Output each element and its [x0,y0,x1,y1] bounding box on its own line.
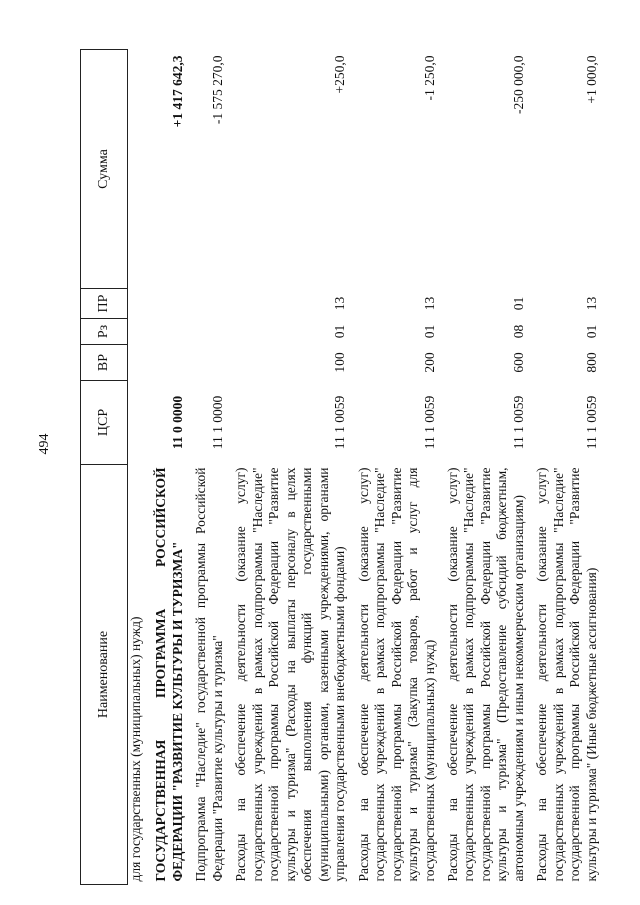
row-vr [150,345,190,381]
row-csr: 11 1 0000 [209,395,225,450]
row-csr: 11 1 0059 [583,395,599,450]
row-pr: 13 [583,296,599,311]
table-row [190,50,230,885]
header-rz: Рз [81,319,128,345]
header-vr: ВР [81,345,128,381]
row-pr [190,289,230,319]
row-name: Расходы на обеспечение деятельности (оказание услуг) государственных учреждений в рамках подпрограммы "Наследие" государственной программы Российской Федерации "Развитие культуры и туризма" (Предоставление субсидий бюджетным, автономным учреждениям и иным некоммерческим организациям) [444,467,526,882]
row-name: Расходы на обеспечение деятельности (оказание услуг) государственных учреждений в рамках подпрограммы "Наследие" государственной программы Российской Федерации "Развитие культуры и туризма" (Закупка товаров, работ и услуг для государственных (муниципальных) нужд) [355,467,437,882]
table-row [128,50,151,885]
row-pr [150,289,190,319]
row-name: Расходы на обеспечение деятельности (оказание услуг) государственных учреждений в рамках подпрограммы "Наследие" государственной программы Российской Федерации "Развитие культуры и туризма" (Расходы на выплаты персоналу в целях обеспечения выполнения функций государственными (муниципальными) органами, казенными учреждениями, органами управления государственными внебюджетными фондами) [233,467,348,882]
header-row [81,50,128,885]
row-name: для государственных (муниципальных) нужд) [128,616,143,882]
row-vr: 800 [583,352,599,373]
page-number: 494 [37,433,52,455]
row-pr [128,289,151,319]
table-row [531,50,604,885]
row-vr [190,345,230,381]
row-rz: 01 [332,324,348,339]
row-rz: 01 [583,324,599,339]
row-csr: 11 1 0059 [421,395,437,450]
rotated-page-content [80,50,620,885]
row-vr [128,345,151,381]
row-name: Подпрограмма "Наследие" государственной программы Российской Федерации "Развитие культуры и туризма" [193,467,225,882]
table-row [353,50,442,885]
table-header [81,50,128,885]
row-rz [128,319,151,345]
row-vr: 600 [510,352,526,373]
row-sum: -1 250,0 [421,55,437,101]
header-csr: ЦСР [81,381,128,465]
row-csr: 11 1 0059 [510,395,526,450]
header-name: Наименование [81,465,128,885]
header-pr: ПР [81,289,128,319]
row-sum: -250 000,0 [510,55,526,114]
row-pr: 13 [332,296,348,311]
row-csr: 11 1 0059 [332,395,348,450]
budget-table [80,49,604,885]
row-name: Расходы на обеспечение деятельности (оказание услуг) государственных учреждений в рамках подпрограммы "Наследие" государственной программы Российской Федерации "Развитие культуры и туризма" (Иные бюджетные ассигнования) [534,467,599,882]
table-row [442,50,531,885]
row-rz: 08 [510,324,526,339]
row-sum: +1 000,0 [583,55,599,104]
row-csr: 11 0 0000 [169,395,185,450]
row-pr: 01 [510,296,526,311]
row-sum: +250,0 [332,55,348,94]
row-vr: 200 [421,352,437,373]
row-sum [128,50,151,289]
row-pr: 13 [421,296,437,311]
row-name: ГОСУДАРСТВЕННАЯ ПРОГРАММА РОССИЙСКОЙ ФЕДЕРАЦИИ "РАЗВИТИЕ КУЛЬТУРЫ И ТУРИЗМА" [153,467,185,882]
table-body [128,50,605,885]
row-sum: -1 575 270,0 [209,55,225,125]
row-rz [190,319,230,345]
row-csr [128,381,151,465]
header-sum: Сумма [81,50,128,289]
row-vr: 100 [332,352,348,373]
table-row [230,50,352,885]
row-sum: +1 417 642,3 [169,55,185,128]
row-rz: 01 [421,324,437,339]
table-row [150,50,190,885]
row-rz [150,319,190,345]
